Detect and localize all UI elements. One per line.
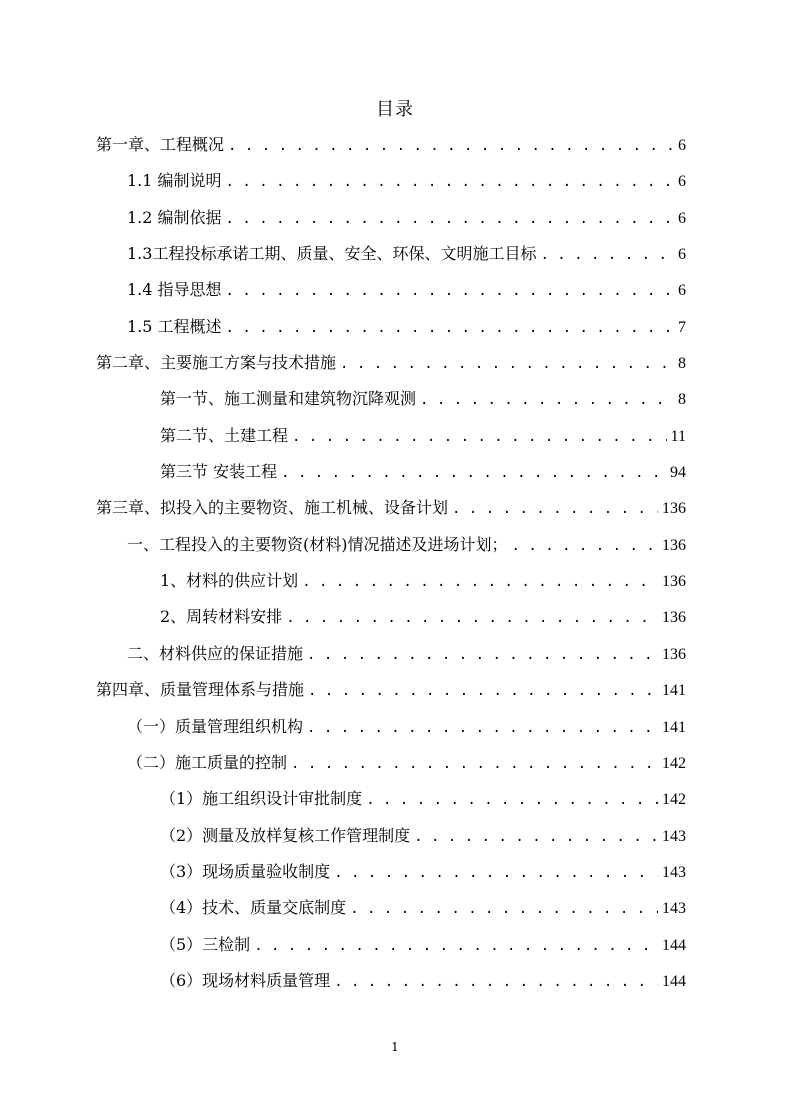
toc-entry-page: 136 — [662, 646, 686, 663]
dot-leader — [452, 497, 658, 521]
dot-leader — [228, 134, 672, 158]
toc-entry-page: 6 — [678, 282, 686, 299]
dot-leader — [254, 934, 658, 958]
toc-entry[interactable] — [96, 351, 686, 375]
toc-entry-page: 142 — [662, 791, 686, 808]
toc-entry-label: （2）测量及放样复核工作管理制度 — [160, 826, 411, 845]
toc-entry[interactable] — [127, 642, 686, 666]
toc-entry[interactable] — [127, 206, 686, 230]
toc-entry[interactable] — [160, 933, 686, 957]
dot-leader — [226, 170, 672, 194]
toc-entry[interactable] — [160, 424, 686, 448]
toc-entry-page: 136 — [662, 573, 686, 590]
toc-entry-page: 144 — [662, 973, 686, 990]
toc-entry-label: 第一节、施工测量和建筑物沉降观测 — [160, 389, 417, 408]
toc-entry-page: 141 — [662, 719, 686, 736]
dot-leader — [281, 461, 666, 485]
toc-entry-label: 一、工程投入的主要物资(材料)情况描述及进场计划； — [127, 535, 508, 554]
toc-entry[interactable] — [160, 460, 686, 484]
toc-entry[interactable] — [160, 787, 686, 811]
dot-leader — [334, 861, 658, 885]
toc-entry-page: 8 — [678, 355, 686, 372]
toc-entry[interactable] — [96, 678, 686, 702]
toc-entry[interactable] — [127, 315, 686, 339]
toc-entry[interactable] — [160, 387, 686, 411]
toc-entry[interactable] — [160, 969, 686, 993]
dot-leader — [286, 606, 658, 630]
toc-entry-label: （6）现场材料质量管理 — [160, 971, 331, 990]
toc-entry-label: （一）质量管理组织机构 — [127, 717, 304, 736]
toc-entry-label: （4）技术、质量交底制度 — [160, 898, 347, 917]
toc-entry-label: 第四章、质量管理体系与措施 — [96, 680, 305, 699]
toc-entry-page: 94 — [670, 464, 686, 481]
toc-entry[interactable] — [127, 751, 686, 775]
toc-entry-label: 2、周转材料安排 — [160, 607, 283, 626]
toc-entry-page: 6 — [678, 210, 686, 227]
toc-entry[interactable] — [160, 860, 686, 884]
toc-entry-label: 1.1 编制说明 — [127, 171, 222, 190]
toc-entry-label: 1.4 指导思想 — [127, 280, 222, 299]
dot-leader — [366, 788, 658, 812]
toc-entry-page: 143 — [662, 828, 686, 845]
toc-entry-page: 7 — [678, 319, 686, 336]
dot-leader — [334, 970, 658, 994]
toc-title: 目录 — [376, 99, 414, 120]
dot-leader — [226, 207, 672, 231]
toc-entry-page: 136 — [662, 500, 686, 517]
toc-entry[interactable] — [127, 278, 686, 302]
toc-entry-page: 141 — [662, 682, 686, 699]
toc-entry-label: 1.2 编制依据 — [127, 208, 222, 227]
dot-leader — [226, 279, 672, 303]
toc-entry-label: 第三节 安装工程 — [160, 462, 278, 481]
toc-entry-label: 第一章、工程概况 — [96, 135, 225, 154]
toc-entry-label: （二）施工质量的控制 — [127, 753, 288, 772]
toc-entry-label: 1.3工程投标承诺工期、质量、安全、环保、文明施工目标 — [127, 244, 537, 263]
toc-entry[interactable] — [160, 605, 686, 629]
toc-entry[interactable] — [127, 169, 686, 193]
dot-leader — [308, 679, 658, 703]
toc-entry-label: 第三章、拟投入的主要物资、施工机械、设备计划 — [96, 498, 449, 517]
dot-leader — [414, 825, 658, 849]
toc-entry-label: （5）三检制 — [160, 935, 251, 954]
page-number: 1 — [391, 1040, 399, 1054]
toc-entry-page: 6 — [678, 137, 686, 154]
toc-entry[interactable] — [96, 133, 686, 157]
toc-entry-page: 143 — [662, 900, 686, 917]
toc-entry-page: 142 — [662, 755, 686, 772]
dot-leader — [226, 316, 672, 340]
toc-entry-label: 1.5 工程概述 — [127, 317, 222, 336]
dot-leader — [420, 388, 672, 412]
toc-entry-page: 143 — [662, 864, 686, 881]
toc-entry-page: 8 — [678, 391, 686, 408]
toc-entry-label: 第二章、主要施工方案与技术措施 — [96, 353, 337, 372]
dot-leader — [540, 243, 672, 267]
dot-leader — [291, 752, 658, 776]
toc-entry-label: 第二节、土建工程 — [160, 426, 289, 445]
dot-leader — [302, 570, 658, 594]
toc-entry-page: 6 — [678, 246, 686, 263]
dot-leader — [307, 716, 658, 740]
toc-entry-page: 144 — [662, 937, 686, 954]
toc-entry[interactable] — [127, 242, 686, 266]
toc-entry-label: 1、材料的供应计划 — [160, 571, 299, 590]
toc-entry[interactable] — [96, 496, 686, 520]
dot-leader — [307, 643, 658, 667]
toc-entry-label: （3）现场质量验收制度 — [160, 862, 331, 881]
dot-leader — [340, 352, 672, 376]
toc-entry[interactable] — [127, 715, 686, 739]
toc-entry[interactable] — [160, 896, 686, 920]
toc-entry-label: 二、材料供应的保证措施 — [127, 644, 304, 663]
dot-leader — [292, 425, 667, 449]
toc-entry-page: 136 — [662, 609, 686, 626]
toc-entry-page: 136 — [662, 537, 686, 554]
toc-entry[interactable] — [160, 569, 686, 593]
toc-entry[interactable] — [160, 824, 686, 848]
toc-entry-page: 11 — [670, 428, 686, 445]
dot-leader — [350, 897, 658, 921]
toc-entry-label: （1）施工组织设计审批制度 — [160, 789, 363, 808]
dot-leader — [512, 534, 659, 558]
toc-entry-page: 6 — [678, 173, 686, 190]
toc-entry[interactable] — [127, 533, 686, 557]
